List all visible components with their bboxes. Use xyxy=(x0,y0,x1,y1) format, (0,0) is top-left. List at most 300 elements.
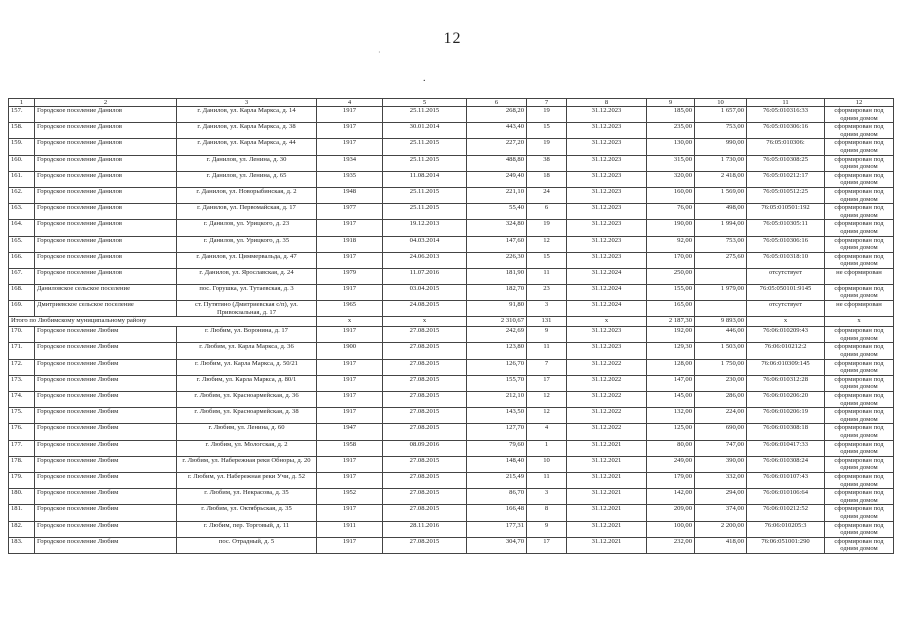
cell-col-2: Городское поселение Данилов xyxy=(35,139,177,155)
cell-col-12: сформирован под одним домом xyxy=(825,424,894,440)
cell-col-8: 31.12.2021 xyxy=(567,521,647,537)
table-row xyxy=(9,424,894,440)
cell-col-1: 164. xyxy=(9,220,35,236)
cell-col-3: г. Любим, ул. Октябрьская, д. 35 xyxy=(177,505,317,521)
cell-col-7: 4 xyxy=(527,424,567,440)
cell-col-1: 168. xyxy=(9,284,35,300)
cell-col-10: 498,00 xyxy=(695,204,747,220)
cell-col-7: 8 xyxy=(527,505,567,521)
cell-col-9: 147,00 xyxy=(647,375,695,391)
table-row xyxy=(9,139,894,155)
cell-col-5: 25.11.2015 xyxy=(383,107,467,123)
cell-col-2: Дмитриевское сельское поселение xyxy=(35,301,177,317)
cell-col-1: 171. xyxy=(9,343,35,359)
cell-col-1: 169. xyxy=(9,301,35,317)
cell-col-12: сформирован под одним домом xyxy=(825,155,894,171)
cell-col-3: г. Любим, ул. Набережная реки Учи, д. 52 xyxy=(177,472,317,488)
cell-col-6: 148,40 xyxy=(467,456,527,472)
cell-col-12: сформирован под одним домом xyxy=(825,392,894,408)
cell-col-3: г. Данилов, ул. Циммервальда, д. 47 xyxy=(177,252,317,268)
cell-col-2: Городское поселение Любим xyxy=(35,392,177,408)
cell-col-6: 212,10 xyxy=(467,392,527,408)
cell-col-5: 27.08.2015 xyxy=(383,456,467,472)
cell-col-6: 127,70 xyxy=(467,424,527,440)
cell-col-5: 03.04.2015 xyxy=(383,284,467,300)
cell-col-12: сформирован под одним домом xyxy=(825,171,894,187)
cell-col-10: 2 418,00 xyxy=(695,171,747,187)
cell-col-9: 125,00 xyxy=(647,424,695,440)
cell-col-3: г. Данилов, ул. Карла Маркса, д. 38 xyxy=(177,123,317,139)
cell-col-3: г. Любим, ул. Карла Маркса, д. 50/21 xyxy=(177,359,317,375)
cell-col-10: 1 730,00 xyxy=(695,155,747,171)
cell-col-4: 1947 xyxy=(317,424,383,440)
cell-col-8: 31.12.2023 xyxy=(567,155,647,171)
cell-col-11: 76:06:010205:3 xyxy=(747,521,825,537)
cell-col-2: Городское поселение Данилов xyxy=(35,155,177,171)
cell-col-7: 1 xyxy=(527,440,567,456)
cell-col-8: 31.12.2024 xyxy=(567,268,647,284)
cell-col-10: 753,00 xyxy=(695,123,747,139)
cell-col-11: 76:05:010501:192 xyxy=(747,204,825,220)
cell-col-4: 1965 xyxy=(317,301,383,317)
cell-col-7: 6 xyxy=(527,204,567,220)
cell-col-8: 31.12.2022 xyxy=(567,359,647,375)
cell-col-3: г. Любим, ул. Красноармейская, д. 36 xyxy=(177,392,317,408)
total-cell: 2 310,67 xyxy=(467,317,527,327)
cell-col-4: 1917 xyxy=(317,375,383,391)
cell-col-3: г. Данилов, ул. Карла Маркса, д. 44 xyxy=(177,139,317,155)
table-row xyxy=(9,171,894,187)
cell-col-8: 31.12.2024 xyxy=(567,284,647,300)
cell-col-5: 27.08.2015 xyxy=(383,537,467,553)
cell-col-9: 155,00 xyxy=(647,284,695,300)
cell-col-2: Городское поселение Данилов xyxy=(35,171,177,187)
table-row xyxy=(9,505,894,521)
cell-col-1: 177. xyxy=(9,440,35,456)
table-row xyxy=(9,537,894,553)
cell-col-6: 226,30 xyxy=(467,252,527,268)
cell-col-4: 1958 xyxy=(317,440,383,456)
cell-col-7: 24 xyxy=(527,187,567,203)
cell-col-12: сформирован под одним домом xyxy=(825,107,894,123)
cell-col-8: 31.12.2023 xyxy=(567,187,647,203)
cell-col-8: 31.12.2023 xyxy=(567,252,647,268)
cell-col-5: 27.08.2015 xyxy=(383,327,467,343)
cell-col-4: 1917 xyxy=(317,327,383,343)
cell-col-1: 178. xyxy=(9,456,35,472)
column-number: 3 xyxy=(177,99,317,107)
column-number: 12 xyxy=(825,99,894,107)
cell-col-8: 31.12.2021 xyxy=(567,489,647,505)
cell-col-12: сформирован под одним домом xyxy=(825,489,894,505)
table-row xyxy=(9,456,894,472)
cell-col-11: 76:06:051001:290 xyxy=(747,537,825,553)
cell-col-1: 166. xyxy=(9,252,35,268)
cell-col-6: 143,50 xyxy=(467,408,527,424)
cell-col-8: 31.12.2022 xyxy=(567,424,647,440)
cell-col-11: 76:05:050101:9145 xyxy=(747,284,825,300)
table-row xyxy=(9,301,894,317)
cell-col-4: 1917 xyxy=(317,472,383,488)
cell-col-5: 27.08.2015 xyxy=(383,408,467,424)
scan-mark: · xyxy=(378,48,381,57)
cell-col-7: 7 xyxy=(527,359,567,375)
cell-col-8: 31.12.2022 xyxy=(567,408,647,424)
cell-col-6: 249,40 xyxy=(467,171,527,187)
cell-col-2: Городское поселение Данилов xyxy=(35,236,177,252)
cell-col-11: 76:06:010107:43 xyxy=(747,472,825,488)
cell-col-8: 31.12.2023 xyxy=(567,139,647,155)
cell-col-11: 76:05:010308:25 xyxy=(747,155,825,171)
cell-col-3: г. Любим, ул. Ленина, д. 60 xyxy=(177,424,317,440)
cell-col-12: сформирован под одним домом xyxy=(825,456,894,472)
table-row xyxy=(9,236,894,252)
cell-col-6: 177,31 xyxy=(467,521,527,537)
cell-col-3: пос. Отрадный, д. 5 xyxy=(177,537,317,553)
column-number: 7 xyxy=(527,99,567,107)
cell-col-6: 55,40 xyxy=(467,204,527,220)
cell-col-5: 24.06.2013 xyxy=(383,252,467,268)
cell-col-2: Городское поселение Любим xyxy=(35,537,177,553)
scan-dot: . xyxy=(423,73,426,84)
cell-col-5: 27.08.2015 xyxy=(383,489,467,505)
register-table xyxy=(8,98,894,554)
cell-col-10 xyxy=(695,301,747,317)
cell-col-10: 1 750,00 xyxy=(695,359,747,375)
cell-col-1: 173. xyxy=(9,375,35,391)
cell-col-12: сформирован под одним домом xyxy=(825,343,894,359)
cell-col-7: 9 xyxy=(527,521,567,537)
cell-col-6: 126,70 xyxy=(467,359,527,375)
cell-col-2: Городское поселение Любим xyxy=(35,424,177,440)
cell-col-3: г. Любим, пер. Торговый, д. 11 xyxy=(177,521,317,537)
cell-col-1: 174. xyxy=(9,392,35,408)
cell-col-8: 31.12.2021 xyxy=(567,472,647,488)
cell-col-12: сформирован под одним домом xyxy=(825,472,894,488)
cell-col-9: 320,00 xyxy=(647,171,695,187)
cell-col-10: 690,00 xyxy=(695,424,747,440)
cell-col-10: 224,00 xyxy=(695,408,747,424)
cell-col-11: 76:05:010306:16 xyxy=(747,123,825,139)
cell-col-3: г. Любим, ул. Воронина, д. 17 xyxy=(177,327,317,343)
cell-col-8: 31.12.2022 xyxy=(567,375,647,391)
cell-col-1: 181. xyxy=(9,505,35,521)
cell-col-10: 2 200,00 xyxy=(695,521,747,537)
cell-col-2: Городское поселение Любим xyxy=(35,472,177,488)
cell-col-1: 180. xyxy=(9,489,35,505)
total-cell: x xyxy=(747,317,825,327)
column-number: 9 xyxy=(647,99,695,107)
cell-col-12: сформирован под одним домом xyxy=(825,284,894,300)
cell-col-3: г. Данилов, ул. Первомайская, д. 17 xyxy=(177,204,317,220)
column-number-row xyxy=(9,99,894,107)
cell-col-11: 76:06:010212:2 xyxy=(747,343,825,359)
cell-col-6: 86,70 xyxy=(467,489,527,505)
cell-col-5: 27.08.2015 xyxy=(383,505,467,521)
cell-col-1: 183. xyxy=(9,537,35,553)
cell-col-6: 79,60 xyxy=(467,440,527,456)
cell-col-9: 132,00 xyxy=(647,408,695,424)
cell-col-9: 192,00 xyxy=(647,327,695,343)
cell-col-9: 92,00 xyxy=(647,236,695,252)
cell-col-11: 76:05:010212:17 xyxy=(747,171,825,187)
cell-col-8: 31.12.2021 xyxy=(567,440,647,456)
cell-col-8: 31.12.2023 xyxy=(567,327,647,343)
cell-col-2: Городское поселение Данилов xyxy=(35,220,177,236)
cell-col-2: Городское поселение Данилов xyxy=(35,107,177,123)
cell-col-12: сформирован под одним домом xyxy=(825,236,894,252)
cell-col-3: г. Любим, ул. Карла Маркса, д. 80/1 xyxy=(177,375,317,391)
cell-col-2: Городское поселение Данилов xyxy=(35,123,177,139)
register-body xyxy=(9,99,894,554)
cell-col-7: 11 xyxy=(527,268,567,284)
cell-col-8: 31.12.2023 xyxy=(567,123,647,139)
cell-col-10: 446,00 xyxy=(695,327,747,343)
table-row xyxy=(9,155,894,171)
table-row xyxy=(9,375,894,391)
cell-col-1: 167. xyxy=(9,268,35,284)
table-row xyxy=(9,284,894,300)
cell-col-8: 31.12.2023 xyxy=(567,220,647,236)
cell-col-8: 31.12.2023 xyxy=(567,343,647,359)
cell-col-12: сформирован под одним домом xyxy=(825,220,894,236)
cell-col-3: г. Данилов, ул. Урицкого, д. 23 xyxy=(177,220,317,236)
cell-col-9: 129,30 xyxy=(647,343,695,359)
cell-col-10: 1 569,00 xyxy=(695,187,747,203)
table-row xyxy=(9,489,894,505)
cell-col-10: 230,00 xyxy=(695,375,747,391)
cell-col-1: 163. xyxy=(9,204,35,220)
column-number: 4 xyxy=(317,99,383,107)
cell-col-3: г. Данилов, ул. Урицкого, д. 35 xyxy=(177,236,317,252)
cell-col-3: г. Любим, ул. Красноармейская, д. 38 xyxy=(177,408,317,424)
cell-col-1: 176. xyxy=(9,424,35,440)
cell-col-9: 160,00 xyxy=(647,187,695,203)
cell-col-9: 249,00 xyxy=(647,456,695,472)
cell-col-6: 155,70 xyxy=(467,375,527,391)
cell-col-1: 161. xyxy=(9,171,35,187)
cell-col-11: 76:06:010206:19 xyxy=(747,408,825,424)
cell-col-8: 31.12.2023 xyxy=(567,204,647,220)
cell-col-1: 172. xyxy=(9,359,35,375)
cell-col-2: Городское поселение Любим xyxy=(35,489,177,505)
total-label: Итого по Любимскому муниципальному району xyxy=(9,317,317,327)
cell-col-7: 17 xyxy=(527,375,567,391)
cell-col-8: 31.12.2023 xyxy=(567,236,647,252)
column-number: 1 xyxy=(9,99,35,107)
cell-col-7: 15 xyxy=(527,123,567,139)
cell-col-4: 1917 xyxy=(317,123,383,139)
table-row xyxy=(9,327,894,343)
cell-col-11: 76:05:010306: xyxy=(747,139,825,155)
cell-col-10: 1 503,00 xyxy=(695,343,747,359)
cell-col-10: 286,00 xyxy=(695,392,747,408)
cell-col-3: г. Любим, ул. Мологская, д. 2 xyxy=(177,440,317,456)
cell-col-4: 1917 xyxy=(317,139,383,155)
cell-col-4: 1917 xyxy=(317,505,383,521)
cell-col-10: 990,00 xyxy=(695,139,747,155)
cell-col-10: 1 657,00 xyxy=(695,107,747,123)
cell-col-9: 142,00 xyxy=(647,489,695,505)
total-cell: x xyxy=(825,317,894,327)
cell-col-12: не сформирован xyxy=(825,301,894,317)
cell-col-11: 76:05:010512:25 xyxy=(747,187,825,203)
cell-col-7: 11 xyxy=(527,343,567,359)
cell-col-12: сформирован под одним домом xyxy=(825,505,894,521)
cell-col-6: 227,20 xyxy=(467,139,527,155)
cell-col-11: 76:05:010316:33 xyxy=(747,107,825,123)
cell-col-9: 235,00 xyxy=(647,123,695,139)
total-row xyxy=(9,317,894,327)
column-number: 8 xyxy=(567,99,647,107)
cell-col-12: сформирован под одним домом xyxy=(825,252,894,268)
cell-col-5: 27.08.2015 xyxy=(383,472,467,488)
cell-col-1: 157. xyxy=(9,107,35,123)
cell-col-5: 28.11.2016 xyxy=(383,521,467,537)
cell-col-1: 159. xyxy=(9,139,35,155)
cell-col-7: 19 xyxy=(527,139,567,155)
cell-col-4: 1917 xyxy=(317,408,383,424)
table-row xyxy=(9,220,894,236)
column-number: 10 xyxy=(695,99,747,107)
cell-col-4: 1917 xyxy=(317,252,383,268)
cell-col-3: г. Данилов, ул. Новорыбинская, д. 2 xyxy=(177,187,317,203)
cell-col-8: 31.12.2021 xyxy=(567,505,647,521)
cell-col-8: 31.12.2023 xyxy=(567,107,647,123)
cell-col-4: 1917 xyxy=(317,359,383,375)
cell-col-7: 18 xyxy=(527,171,567,187)
cell-col-2: Городское поселение Любим xyxy=(35,521,177,537)
cell-col-10: 390,00 xyxy=(695,456,747,472)
cell-col-8: 31.12.2022 xyxy=(567,392,647,408)
cell-col-9: 128,00 xyxy=(647,359,695,375)
cell-col-4: 1934 xyxy=(317,155,383,171)
table-row xyxy=(9,408,894,424)
cell-col-7: 10 xyxy=(527,456,567,472)
cell-col-11: 76:05:010305:11 xyxy=(747,220,825,236)
cell-col-1: 158. xyxy=(9,123,35,139)
cell-col-11: 76:05:010318:10 xyxy=(747,252,825,268)
cell-col-2: Городское поселение Любим xyxy=(35,456,177,472)
cell-col-8: 31.12.2023 xyxy=(567,171,647,187)
cell-col-6: 182,70 xyxy=(467,284,527,300)
cell-col-9: 209,00 xyxy=(647,505,695,521)
cell-col-3: г. Любим, ул. Некрасова, д. 35 xyxy=(177,489,317,505)
cell-col-3: г. Любим, ул. Карла Маркса, д. 36 xyxy=(177,343,317,359)
cell-col-9: 80,00 xyxy=(647,440,695,456)
cell-col-4: 1935 xyxy=(317,171,383,187)
total-cell: x xyxy=(383,317,467,327)
table-row xyxy=(9,359,894,375)
cell-col-1: 162. xyxy=(9,187,35,203)
cell-col-12: сформирован под одним домом xyxy=(825,537,894,553)
cell-col-12: сформирован под одним домом xyxy=(825,123,894,139)
cell-col-11: 76:06:010312:28 xyxy=(747,375,825,391)
cell-col-8: 31.12.2021 xyxy=(567,537,647,553)
cell-col-2: Городское поселение Любим xyxy=(35,327,177,343)
cell-col-12: сформирован под одним домом xyxy=(825,440,894,456)
cell-col-5: 27.08.2015 xyxy=(383,392,467,408)
cell-col-9: 179,00 xyxy=(647,472,695,488)
cell-col-9: 100,00 xyxy=(647,521,695,537)
cell-col-11: отсутствует xyxy=(747,301,825,317)
cell-col-1: 182. xyxy=(9,521,35,537)
cell-col-4: 1917 xyxy=(317,107,383,123)
cell-col-3: г. Данилов, ул. Ярославская, д. 24 xyxy=(177,268,317,284)
cell-col-7: 12 xyxy=(527,392,567,408)
cell-col-1: 160. xyxy=(9,155,35,171)
cell-col-11: 76:06:010417:33 xyxy=(747,440,825,456)
cell-col-8: 31.12.2021 xyxy=(567,456,647,472)
cell-col-10: 747,00 xyxy=(695,440,747,456)
cell-col-6: 215,49 xyxy=(467,472,527,488)
cell-col-10: 374,00 xyxy=(695,505,747,521)
cell-col-10: 294,00 xyxy=(695,489,747,505)
cell-col-9: 76,00 xyxy=(647,204,695,220)
cell-col-4: 1952 xyxy=(317,489,383,505)
cell-col-6: 181,90 xyxy=(467,268,527,284)
cell-col-4: 1918 xyxy=(317,236,383,252)
cell-col-2: Городское поселение Данилов xyxy=(35,204,177,220)
cell-col-12: сформирован под одним домом xyxy=(825,139,894,155)
table-row xyxy=(9,107,894,123)
cell-col-9: 185,00 xyxy=(647,107,695,123)
cell-col-9: 145,00 xyxy=(647,392,695,408)
cell-col-6: 304,70 xyxy=(467,537,527,553)
cell-col-3: ст. Путятино (Дмитриевская с/п), ул. Привокзальная, д. 17 xyxy=(177,301,317,317)
cell-col-11: 76:06:010308:24 xyxy=(747,456,825,472)
cell-col-12: сформирован под одним домом xyxy=(825,521,894,537)
cell-col-5: 27.08.2015 xyxy=(383,424,467,440)
cell-col-3: г. Любим, ул. Набережная реки Обноры, д. 20 xyxy=(177,456,317,472)
cell-col-9: 170,00 xyxy=(647,252,695,268)
cell-col-10: 332,00 xyxy=(695,472,747,488)
cell-col-6: 268,20 xyxy=(467,107,527,123)
cell-col-7: 23 xyxy=(527,284,567,300)
cell-col-12: сформирован под одним домом xyxy=(825,375,894,391)
cell-col-7: 15 xyxy=(527,252,567,268)
cell-col-10: 275,60 xyxy=(695,252,747,268)
cell-col-4: 1948 xyxy=(317,187,383,203)
cell-col-11: 76:06:010212:52 xyxy=(747,505,825,521)
cell-col-11: отсутствует xyxy=(747,268,825,284)
cell-col-6: 147,60 xyxy=(467,236,527,252)
cell-col-1: 175. xyxy=(9,408,35,424)
cell-col-12: сформирован под одним домом xyxy=(825,187,894,203)
cell-col-2: Городское поселение Любим xyxy=(35,359,177,375)
cell-col-4: 1979 xyxy=(317,268,383,284)
cell-col-1: 179. xyxy=(9,472,35,488)
cell-col-5: 11.08.2014 xyxy=(383,171,467,187)
table-row xyxy=(9,204,894,220)
cell-col-7: 17 xyxy=(527,537,567,553)
cell-col-2: Городское поселение Любим xyxy=(35,375,177,391)
cell-col-9: 130,00 xyxy=(647,139,695,155)
table-row xyxy=(9,343,894,359)
table-row xyxy=(9,521,894,537)
cell-col-7: 11 xyxy=(527,472,567,488)
cell-col-12: не сформирован xyxy=(825,268,894,284)
cell-col-9: 232,00 xyxy=(647,537,695,553)
cell-col-6: 443,40 xyxy=(467,123,527,139)
cell-col-3: г. Данилов, ул. Ленина, д. 30 xyxy=(177,155,317,171)
cell-col-2: Городское поселение Любим xyxy=(35,408,177,424)
total-cell: x xyxy=(317,317,383,327)
cell-col-2: Городское поселение Данилов xyxy=(35,268,177,284)
cell-col-2: Даниловское сельское поселение xyxy=(35,284,177,300)
cell-col-12: сформирован под одним домом xyxy=(825,327,894,343)
cell-col-12: сформирован под одним домом xyxy=(825,359,894,375)
